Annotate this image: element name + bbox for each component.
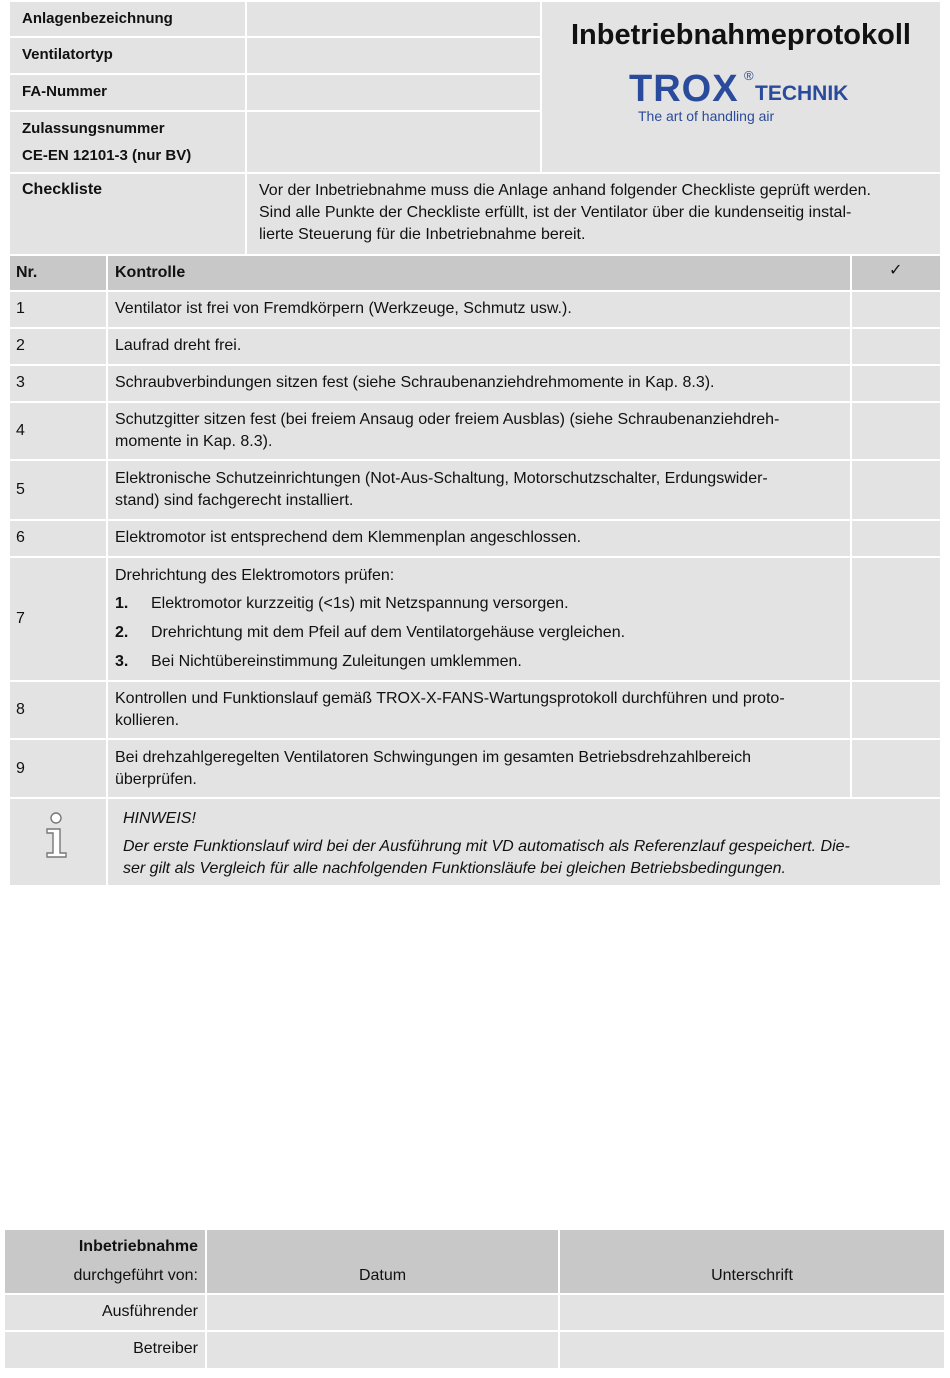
row-text-line-2: kollieren. <box>115 712 180 729</box>
table-row-8-text <box>108 682 850 738</box>
row-text-line-1: Schutzgitter sitzen fest (bei freiem Ansaug oder freiem Ausblas) (siehe Schraubenanziehdreh- <box>115 411 780 428</box>
table-row-2-text <box>108 329 850 364</box>
table-row-3-nr <box>10 366 106 401</box>
row-number: 3 <box>16 374 25 391</box>
row-number: 5 <box>16 481 25 498</box>
footer-row-1-signature[interactable] <box>560 1295 944 1330</box>
table-row-1-check[interactable] <box>852 292 940 327</box>
row-number: 1 <box>16 300 25 317</box>
footer-row-2-signature[interactable] <box>560 1332 944 1368</box>
table-row-8-check[interactable] <box>852 682 940 738</box>
label-zulassungsnummer: Zulassungsnummer <box>22 120 165 137</box>
table-row-1-text <box>108 292 850 327</box>
table-row-7-check[interactable] <box>852 558 940 680</box>
row-number: 2 <box>16 337 25 354</box>
header-value-cell-2[interactable] <box>247 38 540 73</box>
info-icon <box>42 811 72 861</box>
footer-subtitle: durchgeführt von: <box>73 1267 198 1284</box>
footer-row-1-label <box>5 1295 205 1330</box>
row-text: Schraubverbindungen sitzen fest (siehe Schraubenanziehdrehmomente in Kap. 8.3). <box>115 374 715 391</box>
note-icon-cell <box>10 799 106 885</box>
row-number: 6 <box>16 529 25 546</box>
logo-slogan: The art of handling air <box>638 108 775 124</box>
footer-title-cell <box>5 1230 205 1293</box>
table-row-3-check[interactable] <box>852 366 940 401</box>
label-anlagenbezeichnung: Anlagenbezeichnung <box>22 10 173 27</box>
header-label-cell-2 <box>10 38 245 73</box>
footer-title: Inbetriebnahme <box>78 1238 198 1255</box>
label-ventilatortyp: Ventilatortyp <box>22 46 113 63</box>
trox-logo <box>629 68 869 128</box>
footer-col-date-label: Datum <box>358 1267 407 1284</box>
table-row-7-nr <box>10 558 106 680</box>
table-row-4-check[interactable] <box>852 403 940 459</box>
intro-line-3: lierte Steuerung für die Inbetriebnahme bereit. <box>259 226 586 243</box>
table-row-9-text <box>108 740 850 797</box>
row-number: 9 <box>16 760 25 777</box>
footer-row-label: Ausführender <box>101 1303 198 1320</box>
step-text: Bei Nichtübereinstimmung Zuleitungen umklemmen. <box>151 653 522 670</box>
table-row-5-nr <box>10 461 106 519</box>
note-line-1: Der erste Funktionslauf wird bei der Ausführung mit VD automatisch als Referenzlauf gespeichert. Die- <box>123 838 850 855</box>
col-header-kontrolle-label: Kontrolle <box>115 264 186 281</box>
col-header-nr-label: Nr. <box>16 264 38 281</box>
footer-col-signature-label: Unterschrift <box>711 1267 793 1284</box>
table-row-3-text <box>108 366 850 401</box>
intro-line-2: Sind alle Punkte der Checkliste erfüllt, ist der Ventilator über die kundenseitig instal- <box>259 204 852 221</box>
table-row-8-nr <box>10 682 106 738</box>
footer-row-1-date[interactable] <box>207 1295 558 1330</box>
footer-col-signature <box>560 1230 944 1293</box>
logo-suffix: TECHNIK <box>755 82 849 105</box>
row-text: Laufrad dreht frei. <box>115 337 242 354</box>
checklist-label-cell <box>10 174 245 254</box>
header-value-cell-4[interactable] <box>247 112 540 172</box>
table-row-2-check[interactable] <box>852 329 940 364</box>
header-value-cell-1[interactable] <box>247 2 540 36</box>
table-row-9-nr <box>10 740 106 797</box>
table-row-7-text <box>108 558 850 680</box>
step-number: 3. <box>115 653 129 670</box>
table-row-5-text <box>108 461 850 519</box>
logo-brand: TROX <box>629 68 739 110</box>
col-header-nr <box>10 256 106 290</box>
step-text: Elektromotor kurzzeitig (<1s) mit Netzspannung versorgen. <box>151 595 569 612</box>
note-line-2: ser gilt als Vergleich für alle nachfolgenden Funktionsläufe bei gleichen Betriebsbedingungen. <box>123 860 786 877</box>
label-fa-nummer: FA-Nummer <box>22 83 108 100</box>
row-number: 8 <box>16 701 25 718</box>
note-title: HINWEIS! <box>123 810 196 827</box>
table-row-4-nr <box>10 403 106 459</box>
table-row-9-check[interactable] <box>852 740 940 797</box>
table-row-4-text <box>108 403 850 459</box>
step-text: Drehrichtung mit dem Pfeil auf dem Ventilatorgehäuse vergleichen. <box>151 624 626 641</box>
footer-row-2-date[interactable] <box>207 1332 558 1368</box>
table-row-5-check[interactable] <box>852 461 940 519</box>
label-ce-en: CE-EN 12101-3 (nur BV) <box>22 147 192 164</box>
row-number: 4 <box>16 422 25 439</box>
row-text-line-1: Bei drehzahlgeregelten Ventilatoren Schwingungen im gesamten Betriebsdrehzahlbereich <box>115 749 751 766</box>
table-row-2-nr <box>10 329 106 364</box>
checklist-intro-cell <box>247 174 940 254</box>
intro-line-1: Vor der Inbetriebnahme muss die Anlage anhand folgender Checkliste geprüft werden. <box>259 182 871 199</box>
logo-registered: ® <box>744 68 754 83</box>
row-text-line-2: überprüfen. <box>115 771 197 788</box>
row-heading: Drehrichtung des Elektromotors prüfen: <box>115 567 395 584</box>
row-text-line-1: Elektronische Schutzeinrichtungen (Not-Aus-Schaltung, Motorschutzschalter, Erdungswider- <box>115 470 768 487</box>
col-header-kontrolle <box>108 256 850 290</box>
row-text-line-1: Kontrollen und Funktionslauf gemäß TROX-X-FANS-Wartungsprotokoll durchführen und proto- <box>115 690 785 707</box>
row-text-line-2: stand) sind fachgerecht installiert. <box>115 492 354 509</box>
row-text: Ventilator ist frei von Fremdkörpern (Werkzeuge, Schmutz usw.). <box>115 300 572 317</box>
row-text: Elektromotor ist entsprechend dem Klemmenplan angeschlossen. <box>115 529 582 546</box>
table-row-1-nr <box>10 292 106 327</box>
checkmark-icon: ✓ <box>889 262 903 279</box>
page-title: Inbetriebnahmeprotokoll <box>571 19 911 51</box>
note-cell <box>108 799 940 885</box>
table-row-6-nr <box>10 521 106 556</box>
row-text-line-2: momente in Kap. 8.3). <box>115 433 273 450</box>
footer-row-2-label <box>5 1332 205 1368</box>
header-value-cell-3[interactable] <box>247 75 540 110</box>
row-number: 7 <box>16 610 25 627</box>
checklist-label: Checkliste <box>22 181 103 198</box>
header-label-cell-3 <box>10 75 245 110</box>
footer-row-label: Betreiber <box>133 1340 198 1357</box>
header-label-cell-4 <box>10 112 245 172</box>
footer-col-date <box>207 1230 558 1293</box>
col-header-tick <box>852 256 940 290</box>
table-row-6-text <box>108 521 850 556</box>
table-row-6-check[interactable] <box>852 521 940 556</box>
step-number: 2. <box>115 624 129 641</box>
header-label-cell-1 <box>10 2 245 36</box>
title-cell <box>542 2 940 172</box>
step-number: 1. <box>115 595 129 612</box>
